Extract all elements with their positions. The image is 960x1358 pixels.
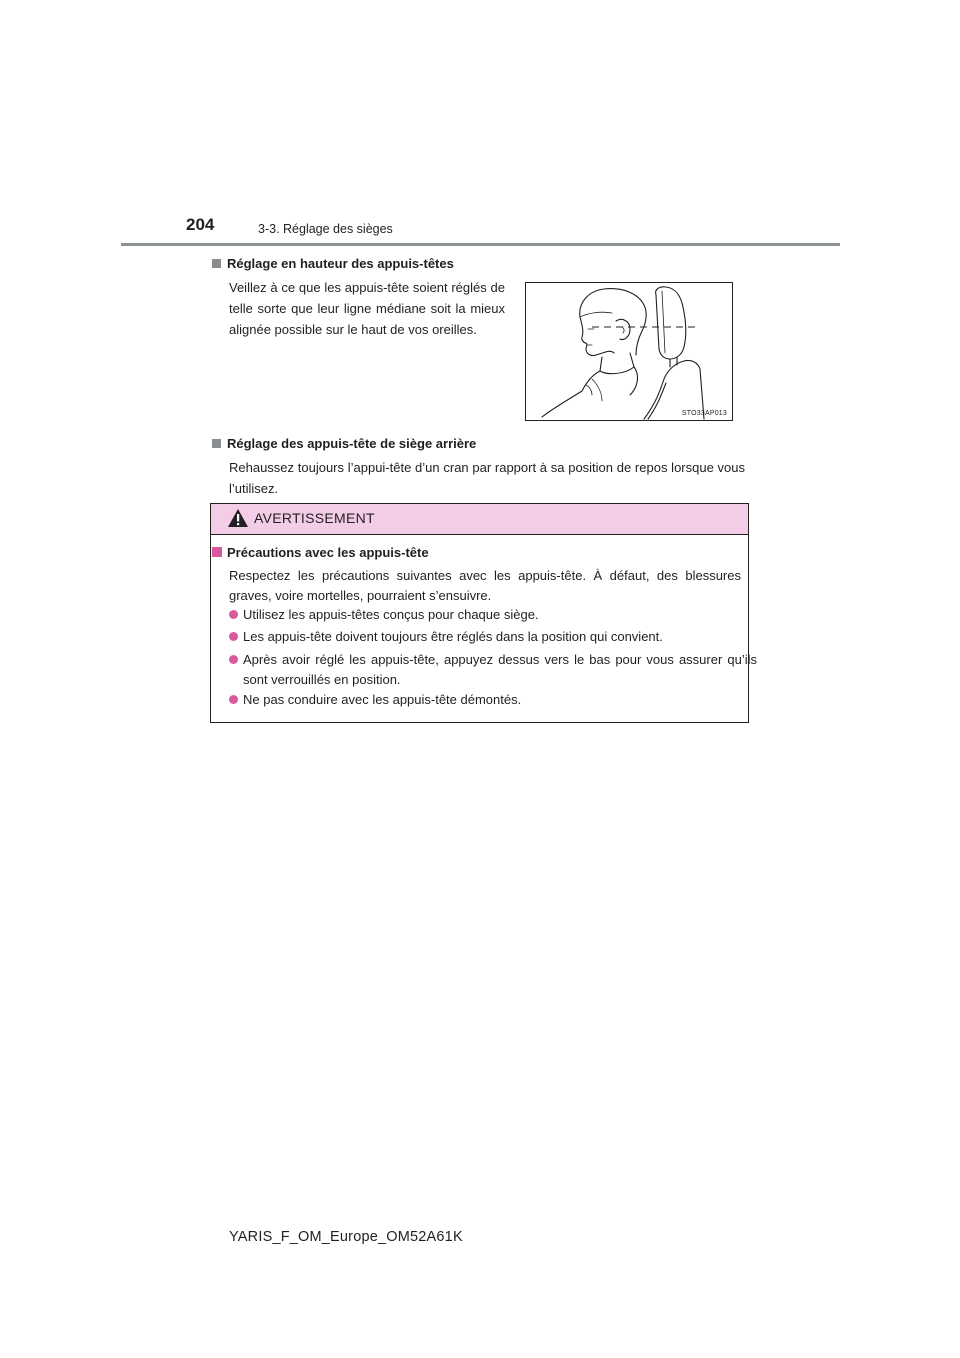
section-heading-rear — [212, 436, 476, 451]
section-heading-text: Réglage des appuis-tête de siège arrière — [227, 436, 477, 451]
bullet-dot-icon — [229, 610, 238, 619]
bullet-dot-icon — [229, 655, 238, 664]
warning-bullet — [229, 690, 743, 710]
bullet-text: Utilisez les appuis-têtes conçus pour chaque siège. — [243, 607, 539, 622]
bullet-dot-icon — [229, 695, 238, 704]
warning-bullet — [229, 627, 743, 647]
warning-paragraph: Respectez les précautions suivantes avec les appuis-tête. À défaut, des blessures graves, voire mortelles, pourraient s’ensuivre. — [229, 568, 741, 603]
header-divider — [121, 243, 840, 246]
warning-heading — [212, 545, 429, 560]
warning-title: AVERTISSEMENT — [254, 510, 375, 526]
warning-triangle-icon — [227, 508, 249, 528]
chapter-title: 3-3. Réglage des sièges — [258, 222, 393, 236]
square-bullet-icon — [212, 439, 221, 448]
section-heading-height — [212, 256, 454, 271]
warning-bullet — [229, 650, 757, 690]
bullet-text: Les appuis-tête doivent toujours être réglés dans la position qui convient. — [243, 629, 663, 644]
section-heading-text: Réglage en hauteur des appuis-têtes — [227, 256, 454, 271]
bullet-text: Après avoir réglé les appuis-tête, appuyez dessus vers le bas pour vous assurer qu’ils sont verrouillés en position. — [243, 652, 757, 687]
square-bullet-icon — [212, 259, 221, 268]
bullet-text: Ne pas conduire avec les appuis-tête démontés. — [243, 692, 522, 707]
square-bullet-icon — [212, 547, 222, 557]
bullet-dot-icon — [229, 632, 238, 641]
warning-heading-text: Précautions avec les appuis-tête — [227, 545, 429, 560]
section-paragraph-height: Veillez à ce que les appuis-tête soient réglés de telle sorte que leur ligne médiane soit la mieux alignée possible sur le haut de vos oreilles. — [229, 280, 505, 337]
section-paragraph-rear: Rehaussez toujours l’appui-tête d’un cran par rapport à sa position de repos lorsque vous l’utilisez. — [229, 460, 745, 496]
warning-header — [211, 504, 748, 535]
document-id: YARIS_F_OM_Europe_OM52A61K — [229, 1229, 463, 1245]
page-number: 204 — [186, 215, 215, 234]
headrest-illustration — [525, 282, 733, 421]
headrest-diagram-svg — [526, 283, 732, 420]
warning-bullet — [229, 605, 743, 625]
figure-code: STO33AP013 — [681, 410, 727, 417]
